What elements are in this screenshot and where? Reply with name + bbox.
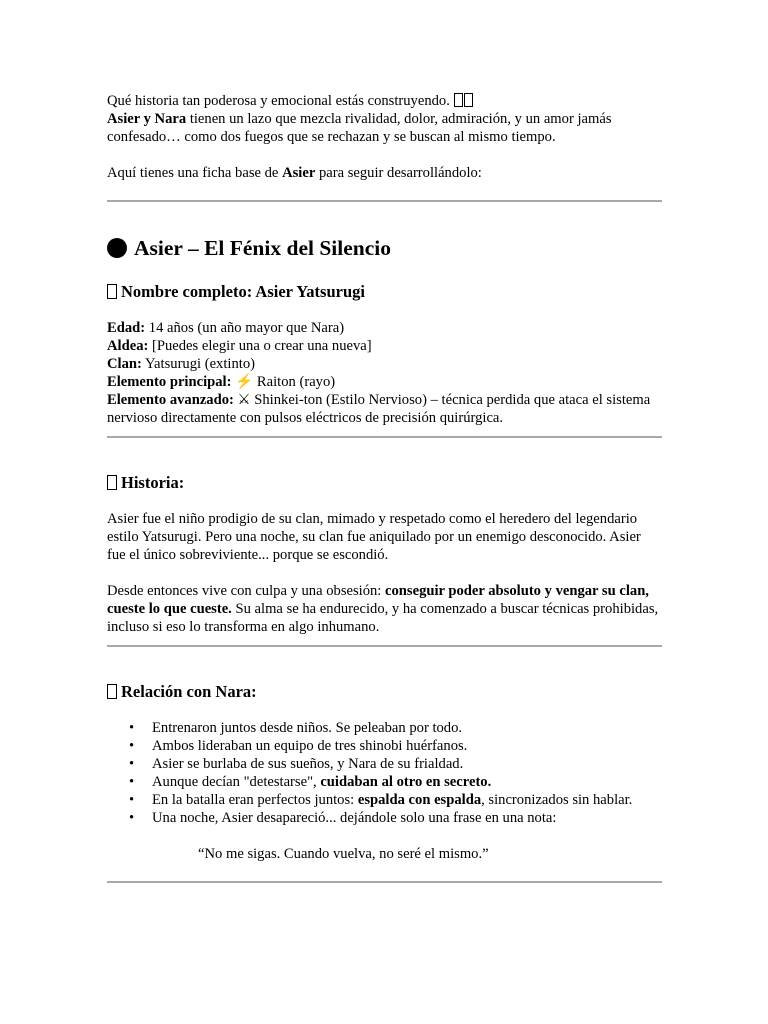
stat-label: Elemento avanzado: (107, 392, 234, 408)
black-circle-icon (107, 238, 127, 258)
stat-label: Edad: (107, 320, 146, 336)
list-item: • Una noche, Asier desapareció... dejándole solo una frase en una nota: (107, 809, 662, 827)
document-body (107, 92, 662, 883)
ficha-text: Aquí tienes una ficha base de (107, 165, 283, 181)
intro-text: tienen un lazo que mezcla rivalidad, dolor, admiración, y un amor jamás confesado… como dos fuegos que se rechazan y se buscan al mismo tiempo. (107, 111, 612, 145)
missing-glyph-icon (107, 475, 117, 490)
nota-quote: “No me sigas. Cuando vuelva, no seré el mismo.” (198, 846, 489, 862)
historia-heading-text: Historia: (121, 473, 185, 492)
stats-block (107, 319, 662, 427)
stat-value: 14 años (un año mayor que Nara) (145, 320, 345, 336)
list-item: • Entrenaron juntos desde niños. Se peleaban por todo. (107, 719, 662, 737)
stat-value: ⚡ Raiton (rayo) (231, 374, 336, 390)
missing-glyph-icon (107, 284, 117, 299)
relacion-heading-text: Relación con Nara: (121, 682, 257, 701)
missing-glyph-icon (107, 684, 117, 699)
intro-sentence: Qué historia tan poderosa y emocional estás construyendo. (107, 93, 450, 109)
divider (107, 881, 662, 883)
intro-names: Asier y Nara (107, 111, 187, 127)
list-item: • Ambos lideraban un equipo de tres shinobi huérfanos. (107, 737, 662, 755)
historia-emphasis: conseguir poder absoluto y vengar su clan, cueste lo que cueste. (107, 583, 649, 617)
ficha-name: Asier (282, 165, 316, 181)
nombre-heading-text: Nombre completo: Asier Yatsurugi (121, 282, 365, 301)
list-item: • Aunque decían "detestarse", cuidaban al otro en secreto. (107, 773, 662, 791)
list-item: • Asier se burlaba de sus sueños, y Nara de su frialdad. (107, 755, 662, 773)
missing-glyph-icon (464, 93, 473, 107)
stat-label: Aldea: (107, 338, 149, 354)
page-title-text: Asier – El Fénix del Silencio (134, 236, 392, 260)
relacion-list (107, 719, 662, 827)
stat-elemento-principal (107, 373, 662, 391)
missing-glyph-icon (454, 93, 463, 107)
stat-value: Yatsurugi (extinto) (141, 356, 255, 372)
historia-paragraph-2 (107, 582, 662, 636)
stat-aldea (107, 337, 662, 355)
ficha-text-end: para seguir desarrollándolo: (315, 165, 482, 181)
list-item: • En la batalla eran perfectos juntos: espalda con espalda, sincronizados sin hablar. (107, 791, 662, 809)
stat-value: [Puedes elegir una o crear una nueva] (148, 338, 372, 354)
stat-elemento-avanzado (107, 391, 662, 427)
stat-clan (107, 355, 662, 373)
stat-value: ⚔ Shinkei-ton (Estilo Nervioso) – técnica perdida que ataca el sistema nervioso directamente con pulsos eléctricos de precisión quirúrgica. (107, 392, 651, 426)
historia-text-end: Su alma se ha endurecido, y ha comenzado a buscar técnicas prohibidas, incluso si eso lo transforma en algo inhumano. (107, 601, 659, 635)
intro-line-1 (107, 92, 662, 110)
historia-paragraph-1: Asier fue el niño prodigio de su clan, mimado y respetado como el heredero del legendario estilo Yatsurugi. Pero una noche, su clan fue aniquilado por un enemigo desconocido. Asier fue el único sobreviviente... porque se escondió. (107, 511, 641, 563)
historia-heading (107, 472, 662, 494)
page-title (107, 234, 662, 262)
intro-paragraph (107, 110, 662, 146)
stat-label: Elemento principal: (107, 374, 232, 390)
stat-edad (107, 319, 662, 337)
historia-text: Desde entonces vive con culpa y una obsesión: (107, 583, 386, 599)
stat-label: Clan: (107, 356, 142, 372)
nombre-heading (107, 281, 662, 303)
ficha-intro (107, 164, 662, 182)
relacion-heading (107, 681, 662, 703)
